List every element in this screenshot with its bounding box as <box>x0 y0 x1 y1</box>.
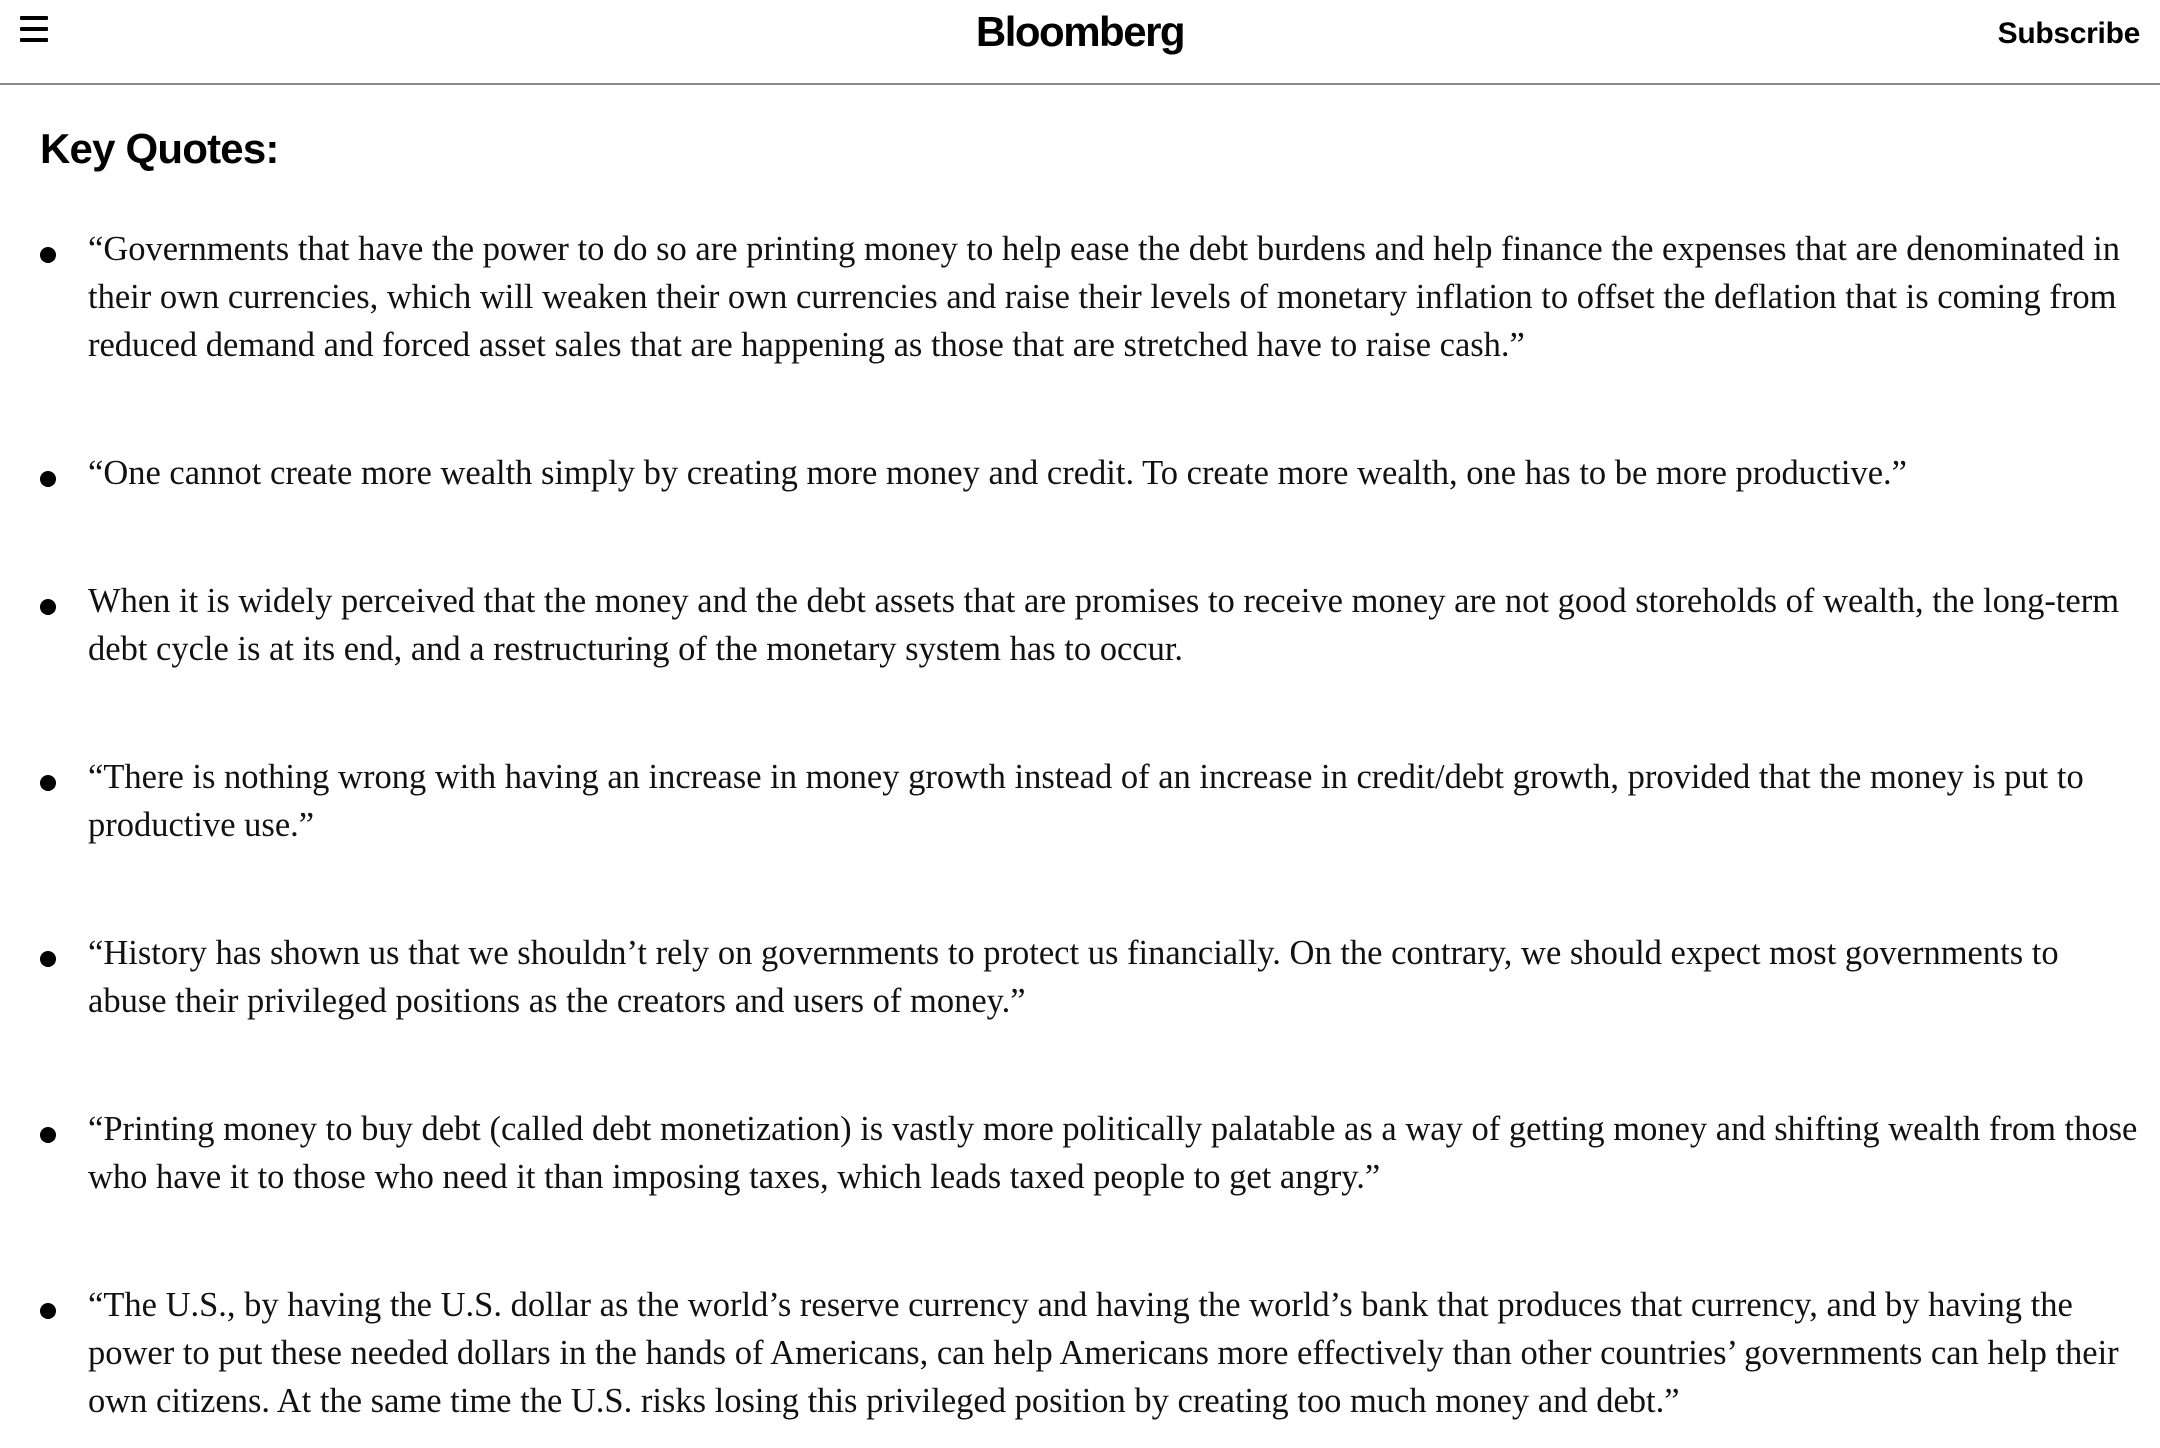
quote-text: “One cannot create more wealth simply by creating more money and credit. To create more wealth, one has to be more productive.” <box>88 454 1907 492</box>
quote-text: “History has shown us that we shouldn’t rely on governments to protect us financially. On the contrary, we should expect most governments to abuse their privileged positions as the creators and users of money.” <box>88 934 2059 1020</box>
quote-text: When it is widely perceived that the money and the debt assets that are promises to receive money are not good storeholds of wealth, the long-term debt cycle is at its end, and a restructuring of the monetary system has to occur. <box>88 582 2120 668</box>
bullet-icon <box>40 247 56 263</box>
bullet-icon <box>40 471 56 487</box>
quote-text: “The U.S., by having the U.S. dollar as the world’s reserve currency and having the world’s bank that produces that currency, and by having the power to put these needed dollars in the hands of Americans, can help Americans more effectively than other countries’ governments can help their own citizens. At the same time the U.S. risks losing this privileged position by creating too much money and debt.” <box>88 1286 2119 1420</box>
bullet-icon <box>40 775 56 791</box>
quote-text: “Governments that have the power to do so are printing money to help ease the debt burdens and help finance the expenses that are denominated in their own currencies, which will weaken their own currencies and raise their levels of monetary inflation to offset the deflation that is coming from reduced demand and forced asset sales that are happening as those that are stretched have to raise cash.” <box>88 230 2120 364</box>
bullet-icon <box>40 951 56 967</box>
site-header <box>0 0 2160 85</box>
bullet-icon <box>40 1303 56 1319</box>
bloomberg-logo[interactable]: Bloomberg <box>975 8 1185 55</box>
quote-text: “There is nothing wrong with having an increase in money growth instead of an increase in credit/debt growth, provided that the money is put to productive use.” <box>88 758 2084 844</box>
section-heading: Key Quotes: <box>40 125 279 172</box>
bullet-icon <box>40 1127 56 1143</box>
quote-text: “Printing money to buy debt (called debt monetization) is vastly more politically palatable as a way of getting money and shifting wealth from those who have it to those who need it than imposing taxes, which leads taxed people to get angry.” <box>88 1110 2138 1196</box>
subscribe-button[interactable]: Subscribe <box>1997 17 2140 50</box>
bullet-icon <box>40 599 56 615</box>
